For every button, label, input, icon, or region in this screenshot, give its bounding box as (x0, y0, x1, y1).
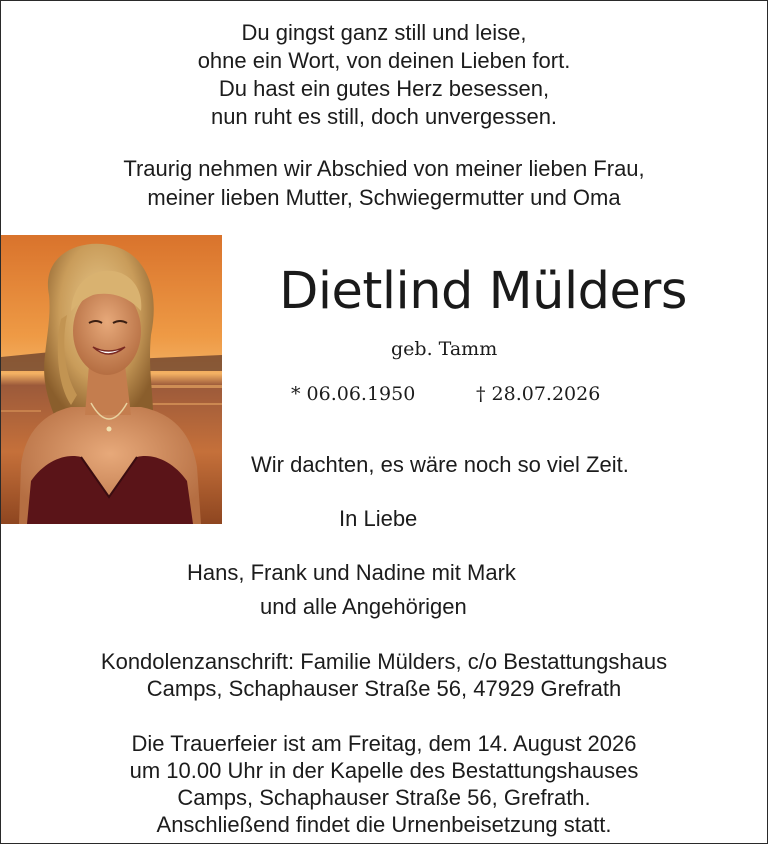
ceremony-line-1: Die Trauerfeier ist am Freitag, dem 14. August 2026 (131, 731, 637, 756)
mourners-line-1: Hans, Frank und Nadine mit Mark (187, 560, 516, 585)
poem-line-1: Du gingst ganz still und leise, (241, 20, 527, 45)
mourners-line-2: und alle Angehörigen (260, 594, 467, 619)
deceased-name: Dietlind Mülders (279, 262, 687, 321)
maiden-name: geb. Tamm (391, 338, 498, 360)
poem-line-2: ohne ein Wort, von deinen Lieben fort. (197, 48, 571, 73)
ceremony-line-4: Anschließend findet die Urnenbeisetzung statt. (156, 812, 612, 837)
death-date: † 28.07.2026 (476, 383, 601, 405)
quote-text: Wir dachten, es wäre noch so viel Zeit. (251, 452, 629, 477)
ceremony-line-3: Camps, Schaphauser Straße 56, Grefrath. (177, 785, 591, 810)
poem-line-4: nun ruht es still, doch unvergessen. (210, 104, 558, 129)
birth-date: * 06.06.1950 (291, 383, 416, 405)
in-love-label: In Liebe (339, 506, 418, 531)
ceremony-line-2: um 10.00 Uhr in der Kapelle des Bestattungshauses (129, 758, 639, 783)
poem-line-3: Du hast ein gutes Herz besessen, (218, 76, 550, 101)
condolence-line-1: Kondolenzanschrift: Familie Mülders, c/o Bestattungshaus (100, 649, 668, 674)
condolence-line-2: Camps, Schaphauser Straße 56, 47929 Grefrath (146, 676, 622, 701)
intro-line-1: Traurig nehmen wir Abschied von meiner lieben Frau, (123, 156, 645, 181)
intro-line-2: meiner lieben Mutter, Schwiegermutter und Oma (147, 185, 621, 210)
portrait-photo (1, 235, 222, 524)
